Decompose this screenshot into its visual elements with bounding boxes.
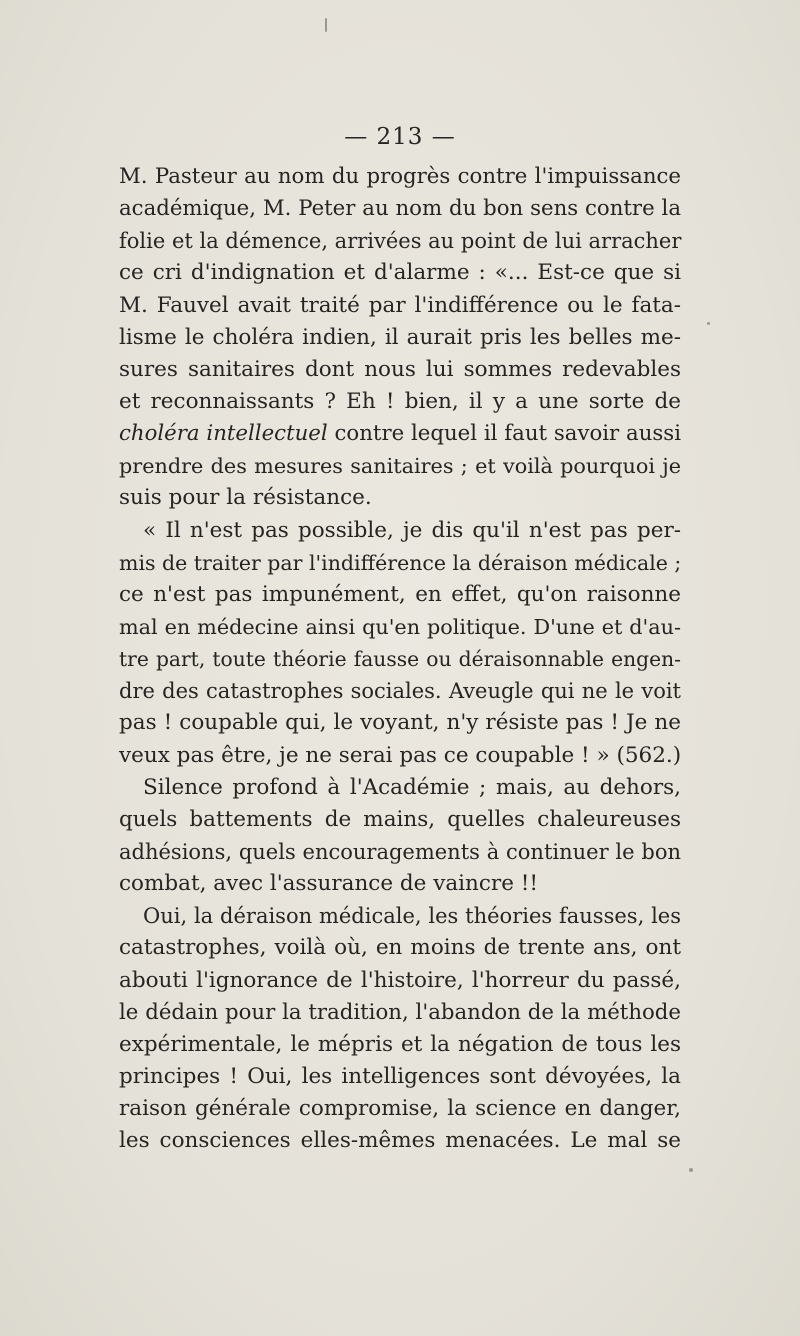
text-line: mal en médecine ainsi qu'en politique. D'une et d'au-: [119, 614, 681, 639]
paper-blemish: [707, 322, 710, 325]
text-line: et reconnaissants ? Eh ! bien, il y a une sorte de: [119, 388, 681, 414]
text-line: académique, M. Peter au nom du bon sens contre la: [119, 196, 681, 222]
text-line: expérimentale, le mépris et la négation de tous les: [119, 1031, 681, 1057]
text-line: combat, avec l'assurance de vaincre !!: [119, 871, 539, 897]
body-text: [119, 161, 681, 1157]
text-line: M. Fauvel avait traité par l'indifférence ou le fata-: [119, 292, 681, 318]
text-line: folie et la démence, arrivées au point de lui arracher: [119, 229, 682, 254]
text-line-rest: contre lequel il faut savoir aussi: [327, 421, 681, 447]
text-line: pas ! coupable qui, le voyant, n'y résiste pas ! Je ne: [119, 710, 681, 736]
page-number: — 213 —: [344, 124, 456, 150]
text-line: M. Pasteur au nom du progrès contre l'impuissance: [119, 164, 681, 189]
text-line: suis pour la résistance.: [119, 485, 372, 511]
text-line: quels battements de mains, quelles chaleureuses: [119, 806, 681, 832]
text-line: mis de traiter par l'indifférence la déraison médicale ;: [119, 550, 682, 575]
text-line: Silence profond à l'Académie ; mais, au dehors,: [143, 774, 681, 800]
paper-blemish: [325, 18, 327, 32]
text-line: veux pas être, je ne serai pas ce coupable ! » (562.): [119, 742, 682, 768]
text-line: tre part, toute théorie fausse ou déraisonnable engen-: [119, 647, 681, 672]
text-line: abouti l'ignorance de l'histoire, l'horreur du passé,: [119, 967, 681, 993]
text-line: sures sanitaires dont nous lui sommes redevables: [119, 356, 681, 382]
text-line: raison générale compromise, la science en danger,: [119, 1096, 681, 1122]
text-line: [119, 418, 681, 450]
text-line: adhésions, quels encouragements à continuer le bon: [119, 839, 681, 864]
text-line: principes ! Oui, les intelligences sont dévoyées, la: [119, 1063, 681, 1089]
text-line: ce n'est pas impunément, en effet, qu'on raisonne: [119, 581, 681, 607]
text-line: lisme le choléra indien, il aurait pris les belles me-: [119, 324, 681, 350]
text-line: les consciences elles-mêmes menacées. Le mal se: [119, 1128, 681, 1154]
text-line: Oui, la déraison médicale, les théories fausses, les: [143, 904, 681, 929]
paper-blemish: [689, 1168, 693, 1172]
text-line: le dédain pour la tradition, l'abandon de la méthode: [119, 999, 681, 1025]
text-line: catastrophes, voilà où, en moins de trente ans, ont: [119, 935, 681, 961]
text-line: dre des catastrophes sociales. Aveugle qui ne le voit: [119, 679, 681, 704]
italic-phrase: choléra intellectuel: [119, 421, 328, 447]
text-line: prendre des mesures sanitaires ; et voilà pourquoi je: [119, 454, 681, 479]
text-line: « Il n'est pas possible, je dis qu'il n'est pas per-: [143, 517, 681, 543]
text-line: ce cri d'indignation et d'alarme : «... Est-ce que si: [119, 260, 681, 286]
